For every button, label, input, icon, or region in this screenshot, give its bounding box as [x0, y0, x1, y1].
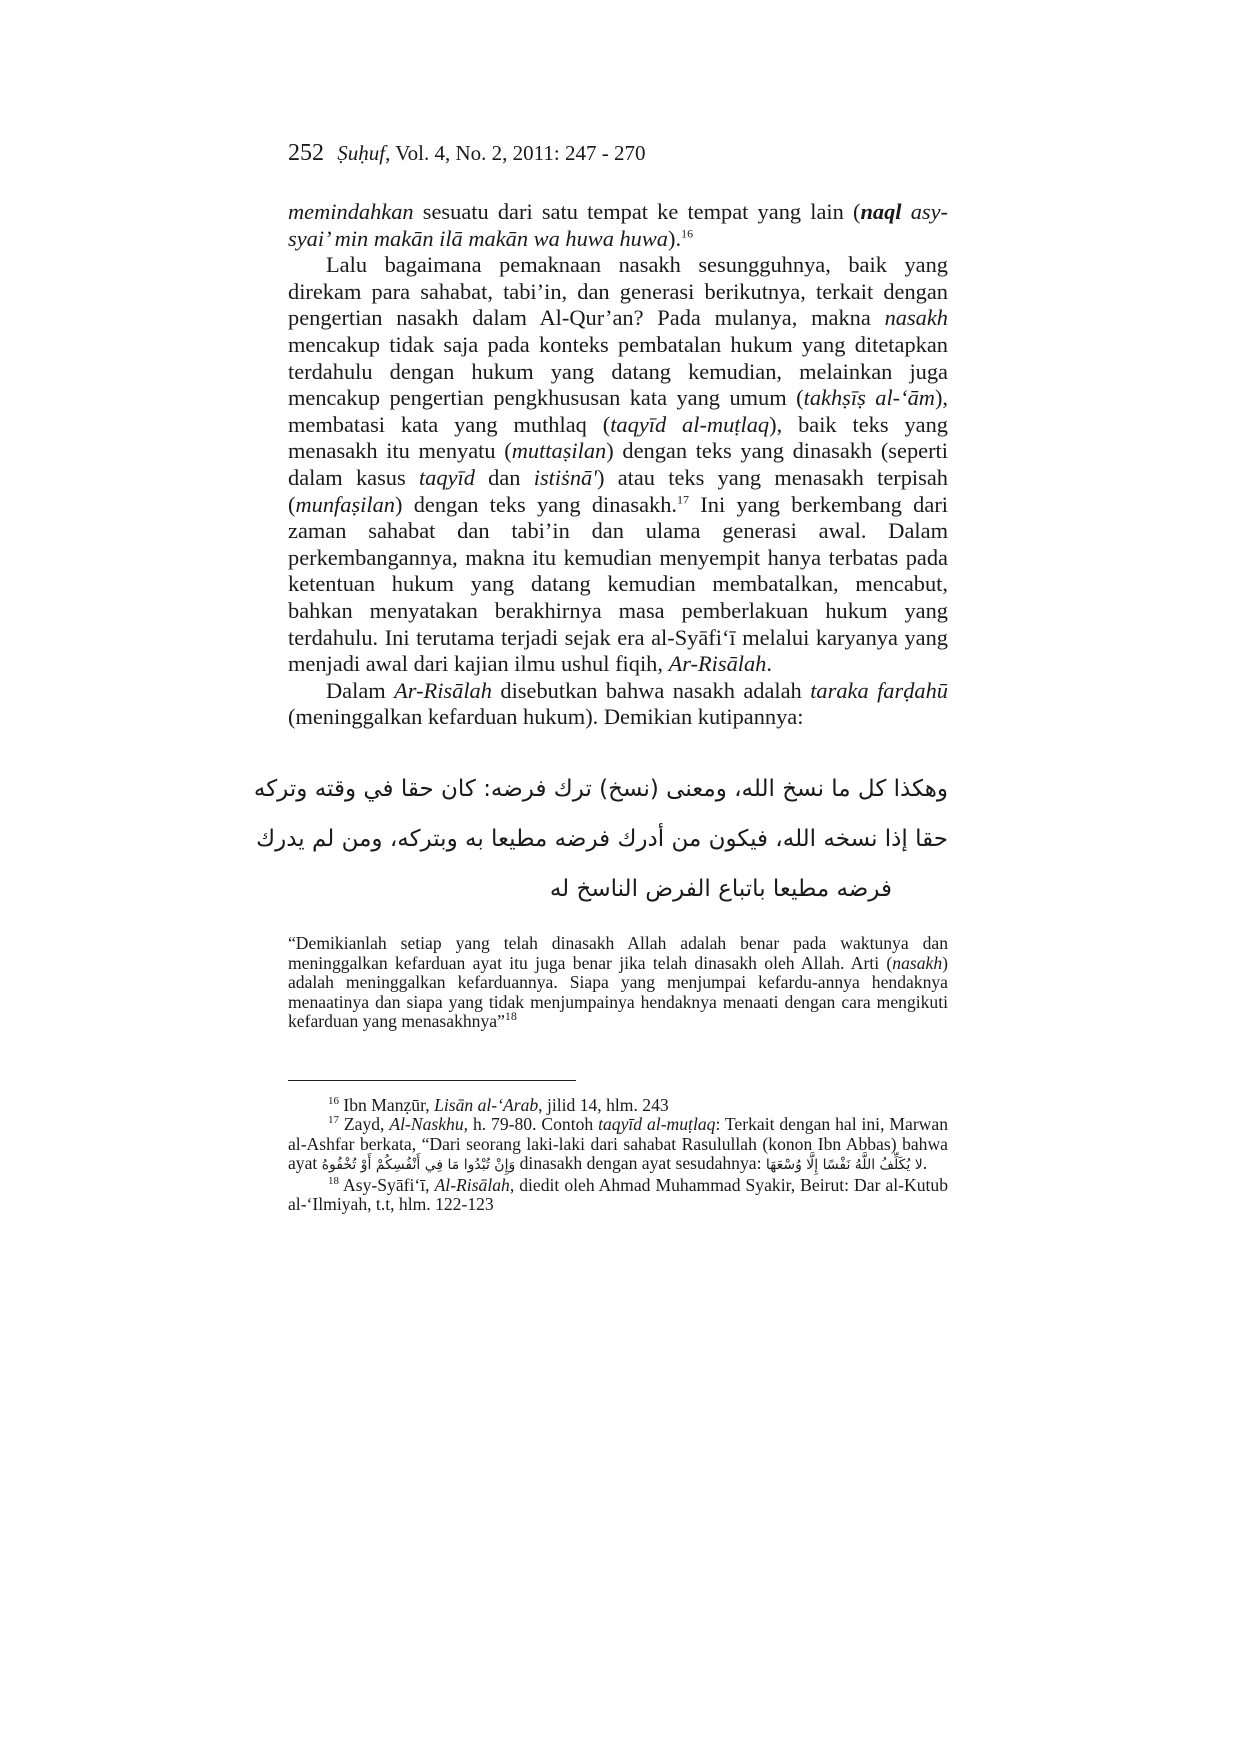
- italic-term: taraka farḍahū: [810, 677, 948, 703]
- text-run: ), baik teks yang menasakh itu menyatu (: [288, 411, 948, 464]
- text-run: ) dengan teks yang dinasakh.: [395, 491, 678, 517]
- paragraph-3: [288, 678, 948, 731]
- text-run: ) atau teks yang menasakh terpisah (: [288, 464, 948, 517]
- text-run: Lalu bagaimana pemaknaan nasakh sesungguhnya, baik yang direkam para sahabat, tabi’in, dan generasi berikutnya, terkait dengan pengertian nasakh dalam Al-Qur’an? Pada mulanya, makna: [288, 252, 948, 331]
- text-run: Zayd,: [339, 1114, 390, 1135]
- quote-translation: [288, 934, 948, 1032]
- text-run: (meninggalkan kefarduan hukum). Demikian kutipannya:: [288, 704, 804, 730]
- italic-term: taqyīd: [418, 464, 475, 490]
- text-run: : Terkait dengan hal ini, Marwan al-Ashfar berkata, “Dari seorang laki-laki dari sahabat Rasulullah (konon Ibn Abbas) bahwa ayat: [288, 1114, 948, 1174]
- footnote-number: 17: [328, 1114, 339, 1127]
- footnote-18: [288, 1176, 948, 1215]
- arabic-verse: وَإِنْ تُبْدُوا مَا فِي أَنْفُسِكُمْ أَوْ تُخْفُوهُ: [321, 1157, 516, 1174]
- arabic-quote-line-2: حقا إذا نسخه الله، فيكون من أدرك فرضه مطيعا به وبتركه، ومن لم يدرك: [256, 826, 948, 852]
- italic-term: muttaṣilan: [511, 438, 607, 464]
- text-run: ) adalah meninggalkan kefarduannya. Siapa yang menjumpai kefardu-annya hendaknya menaatinya dan siapa yang tidak menjumpainya hendaknya menaati dengan cara mengikuti kefarduan yang menasakhnya”: [288, 952, 948, 1032]
- text-run: mencakup tidak saja pada konteks pembatalan hukum yang ditetapkan terdahulu dengan hukum yang datang kemudian, melainkan juga mencakup pengertian pengkhususan kata yang umum (: [288, 331, 948, 411]
- footnote-ref-18: 18: [504, 1009, 517, 1024]
- arabic-quote-line-3: فرضه مطيعا باتباع الفرض الناسخ له: [549, 876, 892, 902]
- footnote-17: [288, 1115, 948, 1175]
- text-run: dan: [474, 464, 534, 490]
- page-number: 252: [288, 140, 324, 166]
- text-run: .: [922, 1153, 928, 1174]
- text-run: sesuatu dari satu tempat ke tempat yang lain (: [413, 199, 861, 224]
- text-run: , jilid 14, hlm. 243: [538, 1095, 669, 1115]
- text-run: Ini yang berkembang dari zaman sahabat dan tabi’in dan ulama generasi awal. Dalam perkembangannya, makna itu kemudian menyempit hanya terbatas pada ketentuan hukum yang datang kemudian membatalkan, mencabut, bahkan menyatakan berakhirnya masa pemberlakuan hukum yang terdahulu. Ini terutama terjadi sejak era al-Syāfi‘ī melalui karyanya yang menjadi awal dari kajian ilmu ushul fiqih,: [288, 491, 948, 677]
- italic-term: taqyīd al-muṭlaq: [610, 411, 770, 437]
- italic-term: Ar-Risālah: [668, 651, 767, 677]
- footnote-16: [288, 1096, 948, 1115]
- text-run: ) dengan teks yang dinasakh (seperti dalam kasus: [288, 438, 948, 490]
- text-run: ).: [668, 225, 682, 251]
- italic-term: nasakh: [884, 305, 948, 331]
- text-run: Dalam: [326, 677, 395, 703]
- text-run: Asy-Syāfi‘ī,: [339, 1174, 435, 1195]
- paragraph-2: [288, 252, 948, 678]
- italic-term: nasakh: [892, 952, 943, 973]
- italic-term: istiṡnā': [533, 464, 598, 490]
- italic-term: Al-Naskhu,: [389, 1114, 469, 1135]
- footnote-ref-17: 17: [677, 492, 690, 507]
- italic-term: Ar-Risālah: [394, 677, 492, 703]
- italic-term: munfaṣilan: [295, 491, 395, 517]
- text-run: Ibn Manẓūr,: [339, 1095, 435, 1115]
- italic-term: memindahkan: [288, 199, 414, 224]
- footnote-number: 18: [328, 1174, 339, 1187]
- text-run: disebutkan bahwa nasakh adalah: [491, 677, 811, 703]
- footnotes: [288, 1096, 948, 1214]
- running-header: [288, 140, 645, 167]
- text-run: ), membatasi kata yang muthlaq (: [288, 385, 949, 437]
- italic-term: Al-Risālah: [434, 1174, 510, 1195]
- italic-term: taqyīd al-muṭlaq: [598, 1114, 716, 1135]
- italic-term: takhṣīṣ al-‘ām: [803, 385, 935, 411]
- italic-term: asy-syai’ min makān ilā makān wa huwa huwa: [288, 199, 949, 251]
- text-run: “Demikianlah setiap yang telah dinasakh Allah adalah benar pada waktunya dan meninggalkan kefarduan ayat itu juga benar jika telah dinasakh oleh Allah. Arti (: [288, 933, 948, 973]
- journal-name: Ṣuḥuf: [337, 141, 386, 165]
- italic-term: Lisān al-‘Arab: [434, 1095, 539, 1115]
- text-run: .: [766, 651, 772, 677]
- footnote-number: 16: [328, 1095, 339, 1108]
- arabic-quote-line-1: وهكذا كل ما نسخ الله، ومعنى (نسخ) ترك فرضه: كان حقا في وقته وتركه: [253, 776, 948, 802]
- text-run: , diedit oleh Ahmad Muhammad Syakir, Beirut: Dar al-Kutub al-‘Ilmiyah, t.t, hlm. 122-123: [288, 1174, 948, 1215]
- arabic-verse: لا يُكَلِّفُ اللَّهُ نَفْسًا إِلَّا وُسْعَهَا: [765, 1157, 923, 1174]
- text-run: h. 79-80. Contoh: [468, 1114, 599, 1135]
- footnote-ref-16: 16: [681, 226, 694, 241]
- main-text: [288, 199, 948, 731]
- journal-citation: , Vol. 4, No. 2, 2011: 247 - 270: [385, 141, 646, 165]
- paragraph-1: [288, 199, 948, 252]
- bold-italic-term: naql: [860, 199, 902, 224]
- footnote-separator: [288, 1080, 576, 1081]
- text-run: dinasakh dengan ayat sesudahnya:: [515, 1153, 766, 1174]
